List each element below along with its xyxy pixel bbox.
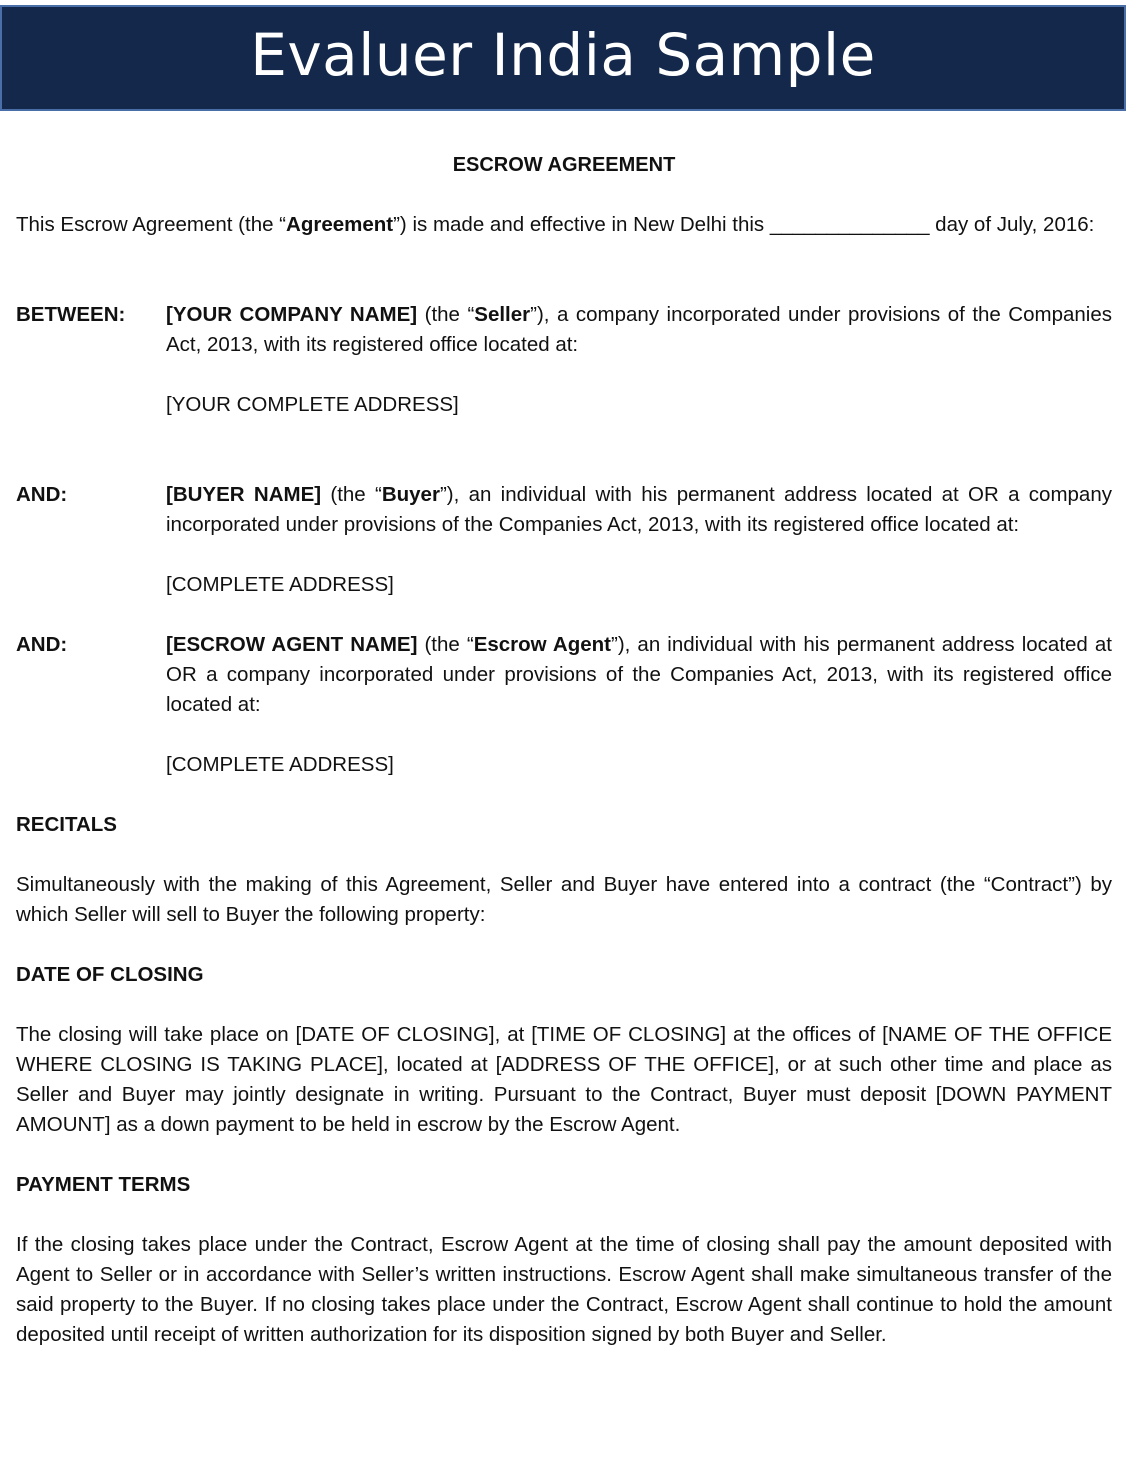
party-escrow-agent [16, 630, 1112, 780]
party-name: [ESCROW AGENT NAME] [166, 633, 418, 656]
party-buyer [16, 480, 1112, 600]
intro-defined-term: Agreement [286, 213, 394, 236]
party-role: Seller [474, 303, 531, 326]
document-title: ESCROW AGREEMENT [452, 154, 676, 176]
section-heading-date-of-closing: DATE OF CLOSING [16, 963, 204, 986]
party-address: [YOUR COMPLETE ADDRESS] [166, 393, 459, 416]
section-text-payment-terms: If the closing takes place under the Contract, Escrow Agent at the time of closing shall pay the amount deposited with Agent to Seller or in accordance with Seller’s written instructions. Escrow Agent shall make simultaneous transfer of the said property to the Buyer. If no closing takes place under the Contract, Escrow Agent shall continue to hold the amount deposited until receipt of written authorization for its disposition signed by both Buyer and Seller. [16, 1233, 1112, 1346]
banner-title: Evaluer India Sample [250, 21, 876, 89]
party-label: AND: [16, 483, 68, 506]
party-text: ”), a company incorporated under provisions of the Companies Act, 2013, with its registered office located at: [166, 303, 1113, 356]
intro-text-start: This Escrow Agreement (the “ [16, 213, 287, 236]
document-body [16, 150, 1112, 1350]
section-heading-recitals: RECITALS [16, 813, 117, 836]
party-text: (the “ [417, 303, 475, 326]
header-banner [0, 5, 1126, 111]
party-address: [COMPLETE ADDRESS] [166, 573, 394, 596]
section-heading-payment-terms: PAYMENT TERMS [16, 1173, 191, 1196]
party-name: [BUYER NAME] [166, 483, 322, 506]
party-seller [16, 300, 1112, 420]
party-name: [YOUR COMPANY NAME] [166, 303, 418, 326]
party-label: AND: [16, 633, 68, 656]
party-text: (the “ [321, 483, 382, 506]
section-text-date-of-closing: The closing will take place on [DATE OF CLOSING], at [TIME OF CLOSING] at the offices of [NAME OF THE OFFICE WHERE CLOSING IS TAKING PLACE], located at [ADDRESS OF THE OFFICE], or at such other time and place as Seller and Buyer may jointly designate in writing. Pursuant to the Contract, Buyer must deposit [DOWN PAYMENT AMOUNT] as a down payment to be held in escrow by the Escrow Agent. [16, 1023, 1112, 1136]
party-label: BETWEEN: [16, 303, 126, 326]
party-text: ”), an individual with his permanent address located at OR a company incorporated under provisions of the Companies Act, 2013, with its registered office located at: [166, 633, 1112, 716]
intro-text-end: ”) is made and effective in New Delhi this ______________ day of July, 2016: [393, 213, 1095, 236]
party-address: [COMPLETE ADDRESS] [166, 753, 394, 776]
intro-paragraph [16, 210, 1112, 240]
party-role: Escrow Agent [473, 633, 611, 656]
party-text: ”), an individual with his permanent address located at OR a company incorporated under provisions of the Companies Act, 2013, with its registered office located at: [166, 483, 1112, 536]
section-text-recitals: Simultaneously with the making of this Agreement, Seller and Buyer have entered into a contract (the “Contract”) by which Seller will sell to Buyer the following property: [16, 873, 1112, 926]
party-text: (the “ [417, 633, 474, 656]
party-role: Buyer [381, 483, 440, 506]
